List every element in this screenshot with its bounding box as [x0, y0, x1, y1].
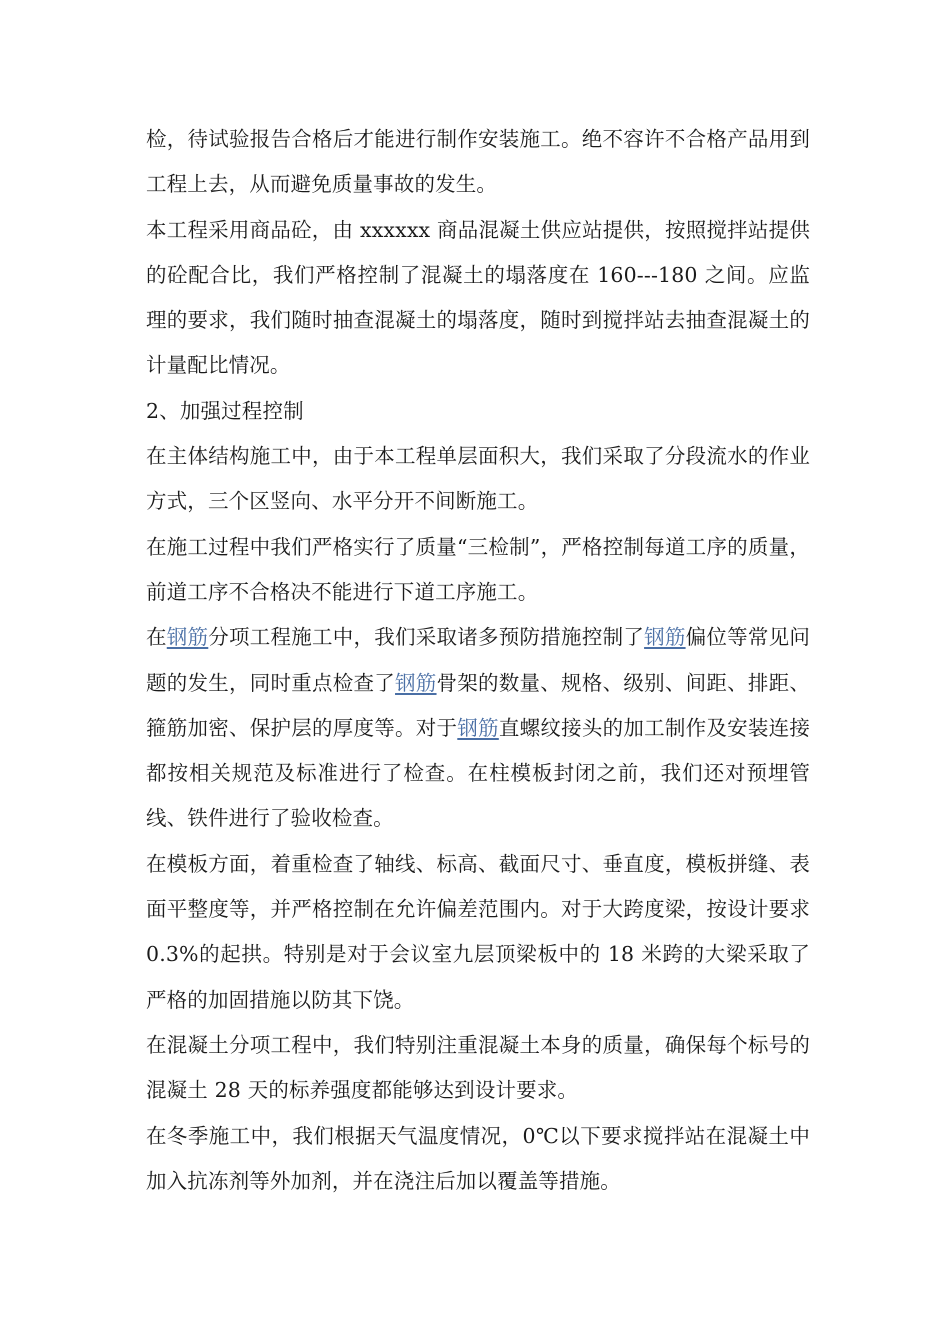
paragraph	[146, 615, 810, 841]
text-segment: 骨架的数量、规格、级别、间距、排距、箍筋加密、保护层的厚度等。对于	[146, 670, 810, 740]
paragraph	[146, 1023, 810, 1114]
paragraph	[146, 208, 810, 389]
paragraph	[146, 389, 810, 434]
text-segment: 2、加强过程控制	[146, 398, 304, 423]
paragraph	[146, 525, 810, 616]
text-segment: 偏位等常见问题的发生，同时重点检查了	[146, 625, 811, 695]
paragraph	[146, 842, 810, 1023]
text-segment: 在主体结构施工中，由于本工程单层面积大，我们采取了分段流水的作业方式，三个区竖向、水平分开不间断施工。	[146, 444, 810, 514]
text-segment: 在冬季施工中，我们根据天气温度情况，0℃以下要求搅拌站在混凝土中加入抗冻剂等外加剂，并在浇注后加以覆盖等措施。	[146, 1123, 810, 1193]
text-segment: 在	[146, 625, 167, 650]
text-segment: 检，待试验报告合格后才能进行制作安装施工。绝不容许不合格产品用到工程上去，从而避免质量事故的发生。	[146, 127, 810, 197]
text-segment: 直螺纹接头的加工制作及安装连接都按相关规范及标准进行了检查。在柱模板封闭之前，我们还对预埋管线、铁件进行了验收检查。	[146, 715, 811, 831]
text-segment: 在混凝土分项工程中，我们特别注重混凝土本身的质量，确保每个标号的混凝土 28 天的标养强度都能够达到设计要求。	[146, 1032, 810, 1103]
keyword-link-rebar[interactable]: 钢筋	[166, 625, 209, 650]
text-segment: 在施工过程中我们严格实行了质量“三检制”，严格控制每道工序的质量，前道工序不合格决不能进行下道工序施工。	[146, 534, 810, 604]
paragraph	[146, 434, 810, 525]
paragraph	[146, 1114, 810, 1205]
document-body	[146, 117, 810, 1204]
keyword-link-rebar[interactable]: 钢筋	[644, 625, 686, 650]
text-segment: 分项工程施工中，我们采取诸多预防措施控制了	[208, 625, 645, 650]
text-segment: 本工程采用商品砼，由 xxxxxx 商品混凝土供应站提供，按照搅拌站提供的砼配合比，我们严格控制了混凝土的塌落度在 160---180 之间。应监理的要求，我们随时抽查混凝土的塌落度，随时到搅拌站去抽查混凝土的计量配比情况。	[146, 217, 810, 378]
paragraph	[146, 117, 810, 208]
keyword-link-rebar[interactable]: 钢筋	[457, 715, 499, 740]
keyword-link-rebar[interactable]: 钢筋	[395, 670, 437, 695]
text-segment: 在模板方面，着重检查了轴线、标高、截面尺寸、垂直度，模板拼缝、表面平整度等，并严格控制在允许偏差范围内。对于大跨度梁，按设计要求 0.3%的起拱。特别是对于会议室九层顶梁板中的 18 米跨的大梁采取了严格的加固措施以防其下饶。	[146, 851, 810, 1012]
